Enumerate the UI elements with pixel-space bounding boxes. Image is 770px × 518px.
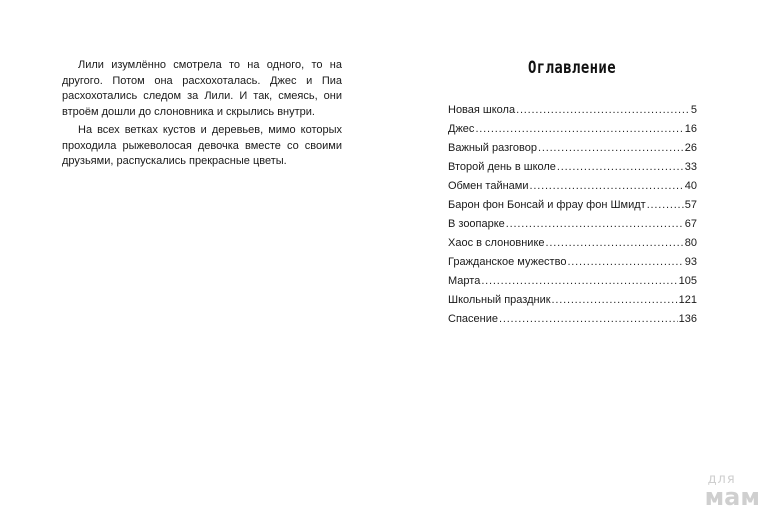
toc-dot-leader xyxy=(567,255,683,270)
toc-entry-label: Важный разговор xyxy=(448,142,537,154)
watermark-line2: мам xyxy=(704,483,760,511)
toc-entry-label: Школьный праздник xyxy=(448,294,551,306)
toc-dot-leader xyxy=(530,179,684,194)
table-of-contents xyxy=(448,103,697,331)
toc-entry-label: Джес xyxy=(448,123,475,135)
toc-title: Оглавление xyxy=(528,58,617,78)
story-paragraph-1: Лили изумлённо смотрела то на одного, то на другого. Потом она расхохоталась. Джес и Пиа расхохотались следом за Лили. И так, смеясь, они втроём дошли до слоновника и скрылись внутри. xyxy=(62,59,342,118)
toc-dot-leader xyxy=(546,236,684,251)
toc-entry-page: 5 xyxy=(690,104,697,116)
toc-entry xyxy=(448,274,697,293)
toc-entry xyxy=(448,103,697,122)
toc-entry xyxy=(448,217,697,236)
toc-entry-page: 16 xyxy=(684,123,697,135)
toc-entry-label: Обмен тайнами xyxy=(448,180,529,192)
toc-entry xyxy=(448,141,697,160)
toc-entry-label: Барон фон Бонсай и фрау фон Шмидт xyxy=(448,199,646,211)
site-watermark xyxy=(704,472,760,511)
toc-dot-leader xyxy=(475,122,683,137)
toc-dot-leader xyxy=(538,141,684,156)
toc-entry xyxy=(448,255,697,274)
toc-entry-label: Гражданское мужество xyxy=(448,256,567,268)
toc-dot-leader xyxy=(647,198,684,213)
toc-entry-page: 26 xyxy=(684,142,697,154)
toc-dot-leader xyxy=(499,312,678,327)
left-page xyxy=(62,58,342,173)
watermark-line1: для xyxy=(707,472,736,487)
toc-entry xyxy=(448,179,697,198)
toc-entry-page: 40 xyxy=(684,180,697,192)
toc-dot-leader xyxy=(481,274,677,289)
toc-entry-page: 105 xyxy=(678,275,697,287)
toc-dot-leader xyxy=(557,160,684,175)
toc-entry-page: 33 xyxy=(684,161,697,173)
toc-dot-leader xyxy=(506,217,684,232)
toc-dot-leader xyxy=(516,103,690,118)
toc-entry xyxy=(448,160,697,179)
toc-entry xyxy=(448,312,697,331)
toc-entry-page: 136 xyxy=(678,313,697,325)
toc-dot-leader xyxy=(552,293,678,308)
story-paragraph-2: На всех ветках кустов и деревьев, мимо которых проходила рыжеволосая девочка вместе со своими друзьями, распускались прекрасные цветы. xyxy=(62,124,342,167)
toc-entry xyxy=(448,122,697,141)
toc-entry-label: Хаос в слоновнике xyxy=(448,237,545,249)
toc-entry-label: Новая школа xyxy=(448,104,516,116)
toc-entry-page: 80 xyxy=(684,237,697,249)
toc-entry-label: Марта xyxy=(448,275,481,287)
toc-entry-page: 67 xyxy=(684,218,697,230)
toc-entry-label: Второй день в школе xyxy=(448,161,556,173)
toc-entry xyxy=(448,236,697,255)
toc-entry-page: 121 xyxy=(678,294,697,306)
toc-entry xyxy=(448,198,697,217)
toc-entry-page: 93 xyxy=(684,256,697,268)
toc-entry-label: В зоопарке xyxy=(448,218,505,230)
toc-entry xyxy=(448,293,697,312)
toc-entry-label: Спасение xyxy=(448,313,498,325)
toc-entry-page: 57 xyxy=(684,199,697,211)
